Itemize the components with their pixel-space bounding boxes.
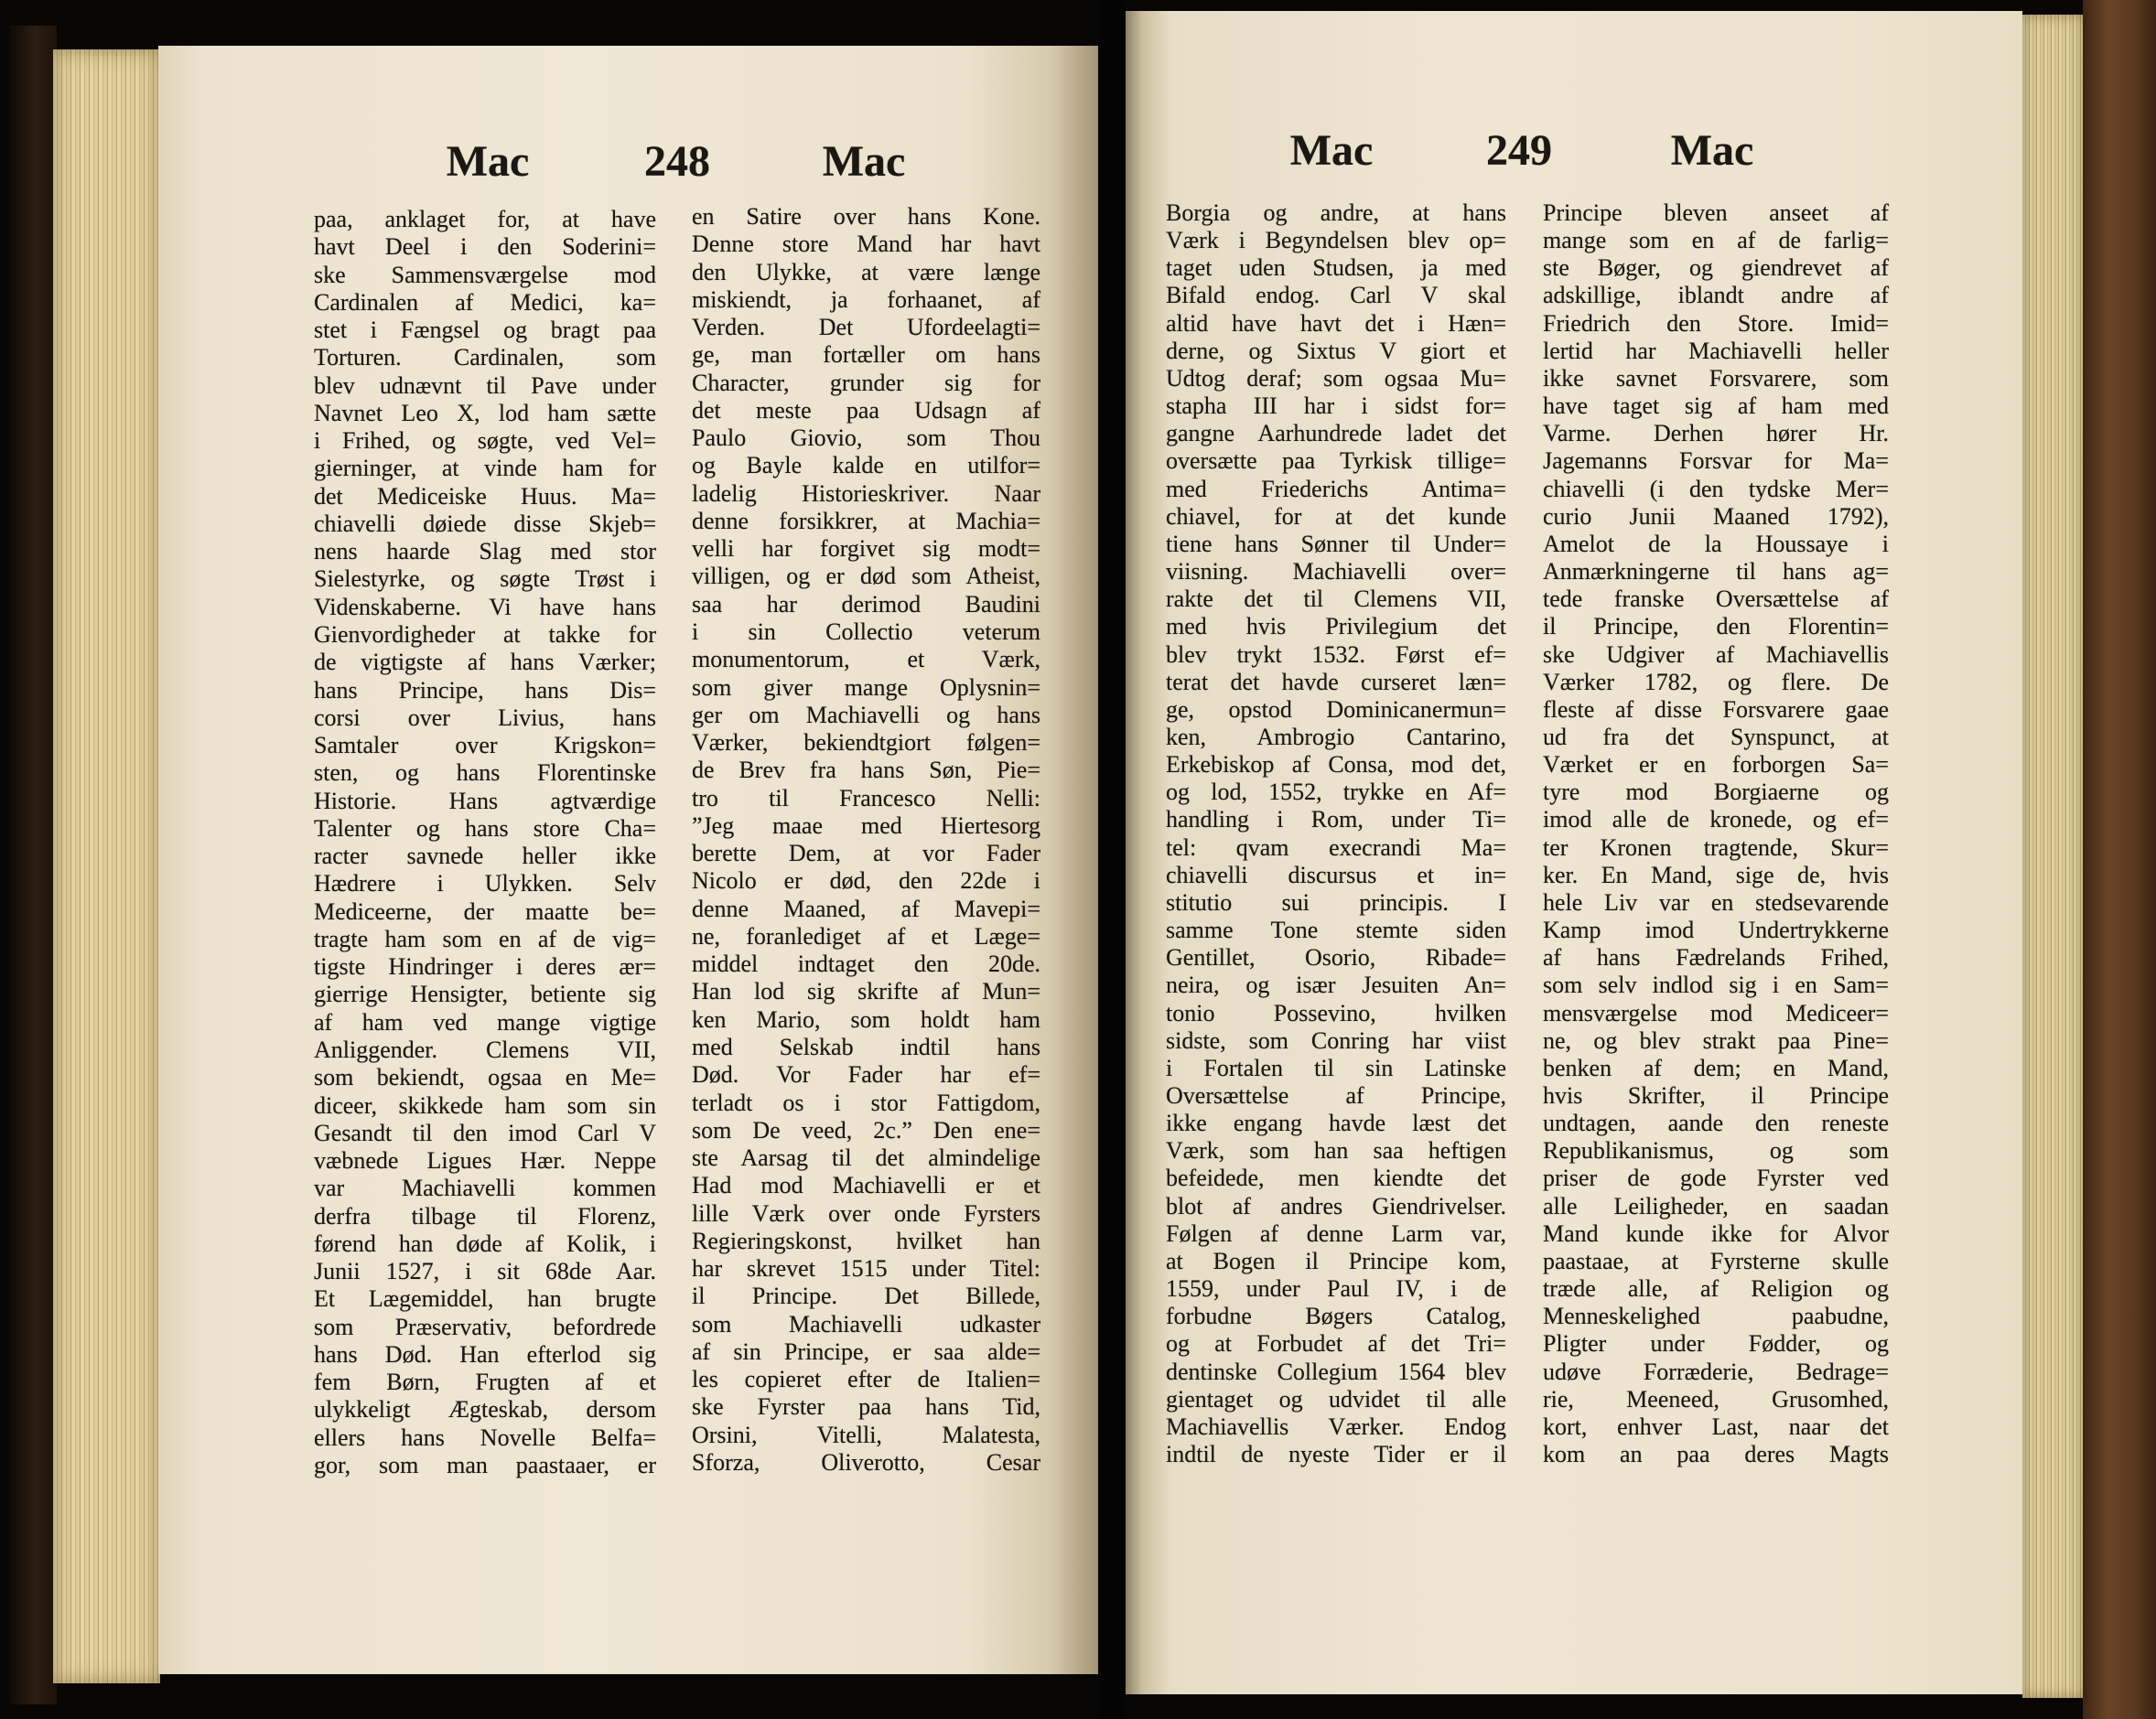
text-line: les copieret efter de Italien= — [692, 1366, 1040, 1393]
text-line: il Principe, den Florentin= — [1543, 613, 1889, 640]
text-line: som selv indlod sig i en Sam= — [1543, 972, 1889, 999]
text-line: terladt os i stor Fattigdom, — [692, 1089, 1040, 1116]
text-line: Regieringskonst, hvilket han — [692, 1227, 1040, 1254]
page-number: 249 — [1486, 126, 1552, 175]
text-line: Paulo Giovio, som Thou — [692, 424, 1040, 452]
text-line: ske Udgiver af Machiavellis — [1543, 640, 1889, 668]
text-line: lertid har Machiavelli heller — [1543, 337, 1889, 364]
text-line: hvis Skrifter, il Principe — [1543, 1082, 1889, 1109]
text-line: samme Tone stemte siden — [1166, 917, 1506, 944]
text-line: dentinske Collegium 1564 blev — [1166, 1358, 1506, 1385]
text-line: Værk, som han saa heftigen — [1166, 1137, 1506, 1165]
text-line: Gienvordigheder at takke for — [314, 620, 656, 648]
page-edges-right — [2022, 15, 2085, 1698]
text-line: udøve Forræderie, Bedrage= — [1543, 1358, 1889, 1385]
text-line: ud fra det Synspunct, at — [1543, 723, 1889, 750]
text-line: chiavelli discursus et in= — [1166, 861, 1506, 888]
text-line: benken af dem; en Mand, — [1543, 1054, 1889, 1081]
text-line: ken, Ambrogio Cantarino, — [1166, 723, 1506, 750]
book-cover-left — [9, 26, 57, 1704]
text-line: Amelot de la Houssaye i — [1543, 530, 1889, 557]
text-line: hans Død. Han efterlod sig — [314, 1340, 656, 1368]
text-line: kom an paa deres Magts — [1543, 1441, 1889, 1468]
text-line: sten, og hans Florentinske — [314, 759, 656, 787]
text-line: Talenter og hans store Cha= — [314, 814, 656, 842]
text-line: paastaae, at Fyrsterne skulle — [1543, 1247, 1889, 1274]
text-line: Pligter under Fødder, og — [1543, 1330, 1889, 1358]
text-line: berette Dem, at vor Fader — [692, 840, 1040, 867]
text-line: Hædrere i Ulykken. Selv — [314, 870, 656, 897]
text-line: Værket er en forborgen Sa= — [1543, 751, 1889, 779]
text-line: og at Forbudet af det Tri= — [1166, 1330, 1506, 1358]
text-line: Værk i Begyndelsen blev op= — [1166, 227, 1506, 254]
page-edges-left — [53, 49, 160, 1683]
text-line: indtil de nyeste Tider er il — [1166, 1441, 1506, 1468]
text-line: imod alle de kronede, og ef= — [1543, 806, 1889, 833]
text-column-1 — [1166, 199, 1506, 1468]
text-line: villigen, og er død som Atheist, — [692, 563, 1040, 590]
text-line: curio Junii Maaned 1792), — [1543, 502, 1889, 530]
text-line: førend han døde af Kolik, i — [314, 1230, 656, 1257]
text-line: hele Liv var en stedsevarende — [1543, 888, 1889, 916]
text-line: priser de gode Fyrster ved — [1543, 1165, 1889, 1192]
text-column-1 — [314, 206, 656, 1479]
text-line: stet i Fængsel og bragt paa — [314, 317, 656, 344]
text-line: Denne store Mand har havt — [692, 231, 1040, 258]
text-line: nens haarde Slag med stor — [314, 538, 656, 565]
text-line: handling i Rom, under Ti= — [1166, 806, 1506, 833]
text-line: tragte ham som en af de vig= — [314, 925, 656, 952]
text-line: oversætte paa Tyrkisk tillige= — [1166, 447, 1506, 475]
text-line: var Machiavelli kommen — [314, 1175, 656, 1202]
text-line: Bifald endog. Carl V skal — [1166, 282, 1506, 309]
running-head-left: Mac — [1289, 126, 1374, 175]
text-line: Et Lægemiddel, han brugte — [314, 1285, 656, 1313]
text-line: det Mediceiske Huus. Ma= — [314, 482, 656, 510]
text-line: gor, som man paastaaer, er — [314, 1451, 656, 1478]
text-line: chiavelli (i den tydske Mer= — [1543, 475, 1889, 502]
text-line: chiavel, for at det kunde — [1166, 502, 1506, 530]
text-line: væbnede Ligues Hær. Neppe — [314, 1147, 656, 1175]
text-line: hans Principe, hans Dis= — [314, 676, 656, 704]
text-line: corsi over Livius, hans — [314, 704, 656, 731]
text-line: terat det havde curseret læn= — [1166, 668, 1506, 695]
text-line: Jagemanns Forsvar for Ma= — [1543, 447, 1889, 475]
text-line: denne forsikkrer, at Machia= — [692, 507, 1040, 534]
text-line: og lod, 1552, trykke en Af= — [1166, 779, 1506, 806]
text-line: rakte det til Clemens VII, — [1166, 586, 1506, 613]
text-line: Anliggender. Clemens VII, — [314, 1036, 656, 1063]
text-column-2 — [1543, 199, 1889, 1468]
text-line: og Bayle kalde en utilfor= — [692, 452, 1040, 479]
text-line: ge, opstod Dominicanermun= — [1166, 695, 1506, 723]
text-line: Oversættelse af Principe, — [1166, 1082, 1506, 1109]
text-line: kort, enhver Last, naar det — [1543, 1413, 1889, 1440]
text-line: mensværgelse mod Mediceer= — [1543, 999, 1889, 1026]
page-number: 248 — [644, 137, 710, 186]
text-column-2 — [692, 203, 1040, 1477]
text-line: Verden. Det Ufordeelagti= — [692, 314, 1040, 341]
text-line: ne, foranlediget af et Læge= — [692, 922, 1040, 950]
text-line: middel indtaget den 20de. — [692, 951, 1040, 978]
text-line: Død. Vor Fader har ef= — [692, 1061, 1040, 1089]
text-line: Varme. Derhen hører Hr. — [1543, 420, 1889, 447]
text-line: ellers hans Novelle Belfa= — [314, 1424, 656, 1451]
text-line: Mediceerne, der maatte be= — [314, 897, 656, 925]
text-line: som Machiavelli udkaster — [692, 1310, 1040, 1338]
text-line: med hvis Privilegium det — [1166, 613, 1506, 640]
text-line: Han lod sig skrifte af Mun= — [692, 978, 1040, 1005]
text-line: tel: qvam execrandi Ma= — [1166, 833, 1506, 861]
text-line: ge, man fortæller om hans — [692, 341, 1040, 369]
text-line: viisning. Machiavelli over= — [1166, 558, 1506, 586]
text-line: som Præservativ, befordrede — [314, 1313, 656, 1340]
text-line: de vigtigste af hans Værker; — [314, 649, 656, 676]
text-line: tro til Francesco Nelli: — [692, 784, 1040, 811]
text-line: som De veed, 2c.” Den ene= — [692, 1116, 1040, 1144]
text-line: Junii 1527, i sit 68de Aar. — [314, 1258, 656, 1285]
text-line: Menneskelighed paabudne, — [1543, 1303, 1889, 1330]
text-line: Friedrich den Store. Imid= — [1543, 309, 1889, 337]
text-line: Værker, bekiendtgiort følgen= — [692, 729, 1040, 757]
text-line: miskiendt, ja forhaanet, af — [692, 285, 1040, 313]
text-line: gierrige Hensigter, betiente sig — [314, 981, 656, 1008]
text-line: det meste paa Udsagn af — [692, 396, 1040, 424]
text-line: de Brev fra hans Søn, Pie= — [692, 757, 1040, 784]
text-line: i sin Collectio veterum — [692, 618, 1040, 645]
text-line: ne, og blev strakt paa Pine= — [1543, 1026, 1889, 1054]
text-line: fleste af disse Forsvarere gaae — [1543, 695, 1889, 723]
text-line: ger om Machiavelli og hans — [692, 701, 1040, 728]
text-line: Videnskaberne. Vi have hans — [314, 593, 656, 620]
text-line: blev udnævnt til Pave under — [314, 371, 656, 399]
text-line: har skrevet 1515 under Titel: — [692, 1255, 1040, 1283]
text-line: Følgen af denne Larm var, — [1166, 1219, 1506, 1247]
text-line: Værker 1782, og flere. De — [1543, 668, 1889, 695]
text-line: den Ulykke, at være længe — [692, 258, 1040, 285]
text-line: derne, og Sixtus V giort et — [1166, 337, 1506, 364]
text-line: Mand kunde ikke for Alvor — [1543, 1219, 1889, 1247]
text-line: sidste, som Conring har viist — [1166, 1026, 1506, 1054]
text-line: af hans Fædrelands Frihed, — [1543, 944, 1889, 972]
text-line: il Principe. Det Billede, — [692, 1283, 1040, 1310]
text-line: blev trykt 1532. Først ef= — [1166, 640, 1506, 668]
text-line: chiavelli døiede disse Skjeb= — [314, 510, 656, 537]
text-line: tyre mod Borgiaerne og — [1543, 779, 1889, 806]
text-line: ter Kronen tragtende, Skur= — [1543, 833, 1889, 861]
text-line: Historie. Hans agtværdige — [314, 787, 656, 814]
text-line: i Fortalen til sin Latinske — [1166, 1054, 1506, 1081]
text-line: Sielestyrke, og søgte Trøst i — [314, 565, 656, 593]
text-line: Nicolo er død, den 22de i — [692, 867, 1040, 895]
text-line: ”Jeg maae med Hiertesorg — [692, 811, 1040, 839]
text-line: monumentorum, et Værk, — [692, 646, 1040, 673]
text-line: ken Mario, som holdt ham — [692, 1005, 1040, 1033]
text-line: Machiavellis Værker. Endog — [1166, 1413, 1506, 1440]
text-line: ikke engang havde læst det — [1166, 1110, 1506, 1137]
text-line: blot af andres Giendrivelser. — [1166, 1192, 1506, 1219]
text-line: tonio Possevino, hvilken — [1166, 999, 1506, 1026]
text-line: tede franske Oversættelse af — [1543, 586, 1889, 613]
text-line: tigste Hindringer i deres ær= — [314, 953, 656, 981]
text-line: af ham ved mange vigtige — [314, 1008, 656, 1036]
text-line: med Selskab indtil hans — [692, 1033, 1040, 1060]
text-line: befeidede, men kiendte det — [1166, 1165, 1506, 1192]
text-line: fem Børn, Frugten af et — [314, 1369, 656, 1396]
text-line: havt Deel i den Soderini= — [314, 233, 656, 261]
text-line: ste Aarsag til det almindelige — [692, 1144, 1040, 1172]
text-line: Had mod Machiavelli er et — [692, 1172, 1040, 1199]
text-line: Orsini, Vitelli, Malatesta, — [692, 1421, 1040, 1448]
text-line: saa har derimod Baudini — [692, 590, 1040, 618]
text-line: tiene hans Sønner til Under= — [1166, 530, 1506, 557]
text-line: undtagen, aande den reneste — [1543, 1110, 1889, 1137]
text-line: paa, anklaget for, at have — [314, 206, 656, 232]
text-line: mange som en af de farlig= — [1543, 227, 1889, 254]
text-line: ikke savnet Forsvarere, som — [1543, 364, 1889, 392]
text-line: ske Sammensværgelse mod — [314, 261, 656, 288]
text-line: Gentillet, Osorio, Ribade= — [1166, 944, 1506, 972]
text-line: gientaget og udvidet til alle — [1166, 1385, 1506, 1413]
text-line: have taget sig af ham med — [1543, 392, 1889, 420]
text-line: neira, og især Jesuiten An= — [1166, 972, 1506, 999]
text-line: forbudne Bøgers Catalog, — [1166, 1303, 1506, 1330]
scan-divider — [1098, 0, 1126, 1719]
text-line: Torturen. Cardinalen, som — [314, 344, 656, 371]
text-line: Character, grunder sig for — [692, 369, 1040, 396]
text-line: diceer, skikkede ham som sin — [314, 1091, 656, 1119]
text-line: Anmærkningerne til hans ag= — [1543, 558, 1889, 586]
text-line: som giver mange Oplysnin= — [692, 673, 1040, 701]
text-line: at Bogen il Principe kom, — [1166, 1247, 1506, 1274]
text-line: Principe bleven anseet af — [1543, 199, 1889, 226]
text-line: 1559, under Paul IV, i de — [1166, 1275, 1506, 1303]
running-head-left: Mac — [446, 137, 530, 186]
text-line: en Satire over hans Kone. — [692, 203, 1040, 230]
text-line: rie, Meeneed, Grusomhed, — [1543, 1385, 1889, 1413]
text-line: Navnet Leo X, lod ham sætte — [314, 399, 656, 426]
running-head-right: Mac — [1670, 126, 1754, 175]
text-line: altid have havt det i Hæn= — [1166, 309, 1506, 337]
text-line: Sforza, Oliverotto, Cesar — [692, 1448, 1040, 1476]
text-line: ulykkeligt Ægteskab, dersom — [314, 1396, 656, 1424]
text-line: velli har forgivet sig modt= — [692, 535, 1040, 563]
text-line: Cardinalen af Medici, ka= — [314, 288, 656, 316]
text-line: adskillige, iblandt andre af — [1543, 282, 1889, 309]
text-line: gierninger, at vinde ham for — [314, 455, 656, 482]
text-line: Kamp imod Undertrykkerne — [1543, 917, 1889, 944]
text-line: ske Fyrster paa hans Tid, — [692, 1393, 1040, 1421]
text-line: ladelig Historieskriver. Naar — [692, 479, 1040, 507]
text-line: Gesandt til den imod Carl V — [314, 1119, 656, 1146]
text-line: denne Maaned, af Mavepi= — [692, 895, 1040, 922]
book-cover-right — [2083, 0, 2156, 1719]
text-line: stapha III har i sidst for= — [1166, 392, 1506, 420]
text-line: lille Værk over onde Fyrsters — [692, 1199, 1040, 1227]
text-line: Udtog deraf; som ogsaa Mu= — [1166, 364, 1506, 392]
text-line: alle Leiligheder, en saadan — [1543, 1192, 1889, 1219]
text-line: af sin Principe, er saa alde= — [692, 1338, 1040, 1365]
text-line: ker. En Mand, sige de, hvis — [1543, 861, 1889, 888]
text-line: ste Bøger, og giendrevet af — [1543, 254, 1889, 282]
text-line: Erkebiskop af Consa, mod det, — [1166, 751, 1506, 779]
text-line: racter savnede heller ikke — [314, 843, 656, 870]
running-head-right: Mac — [822, 137, 906, 186]
text-line: i Frihed, og søgte, ved Vel= — [314, 427, 656, 455]
text-line: derfra tilbage til Florenz, — [314, 1202, 656, 1230]
text-line: med Friederichs Antima= — [1166, 475, 1506, 502]
text-line: Borgia og andre, at hans — [1166, 199, 1506, 226]
text-line: Samtaler over Krigskon= — [314, 732, 656, 759]
text-line: taget uden Studsen, ja med — [1166, 254, 1506, 282]
text-line: gangne Aarhundrede ladet det — [1166, 420, 1506, 447]
text-line: Republikanismus, og som — [1543, 1137, 1889, 1165]
text-line: stitutio sui principis. I — [1166, 888, 1506, 916]
text-line: træde alle, af Religion og — [1543, 1275, 1889, 1303]
text-line: som bekiendt, ogsaa en Me= — [314, 1064, 656, 1091]
